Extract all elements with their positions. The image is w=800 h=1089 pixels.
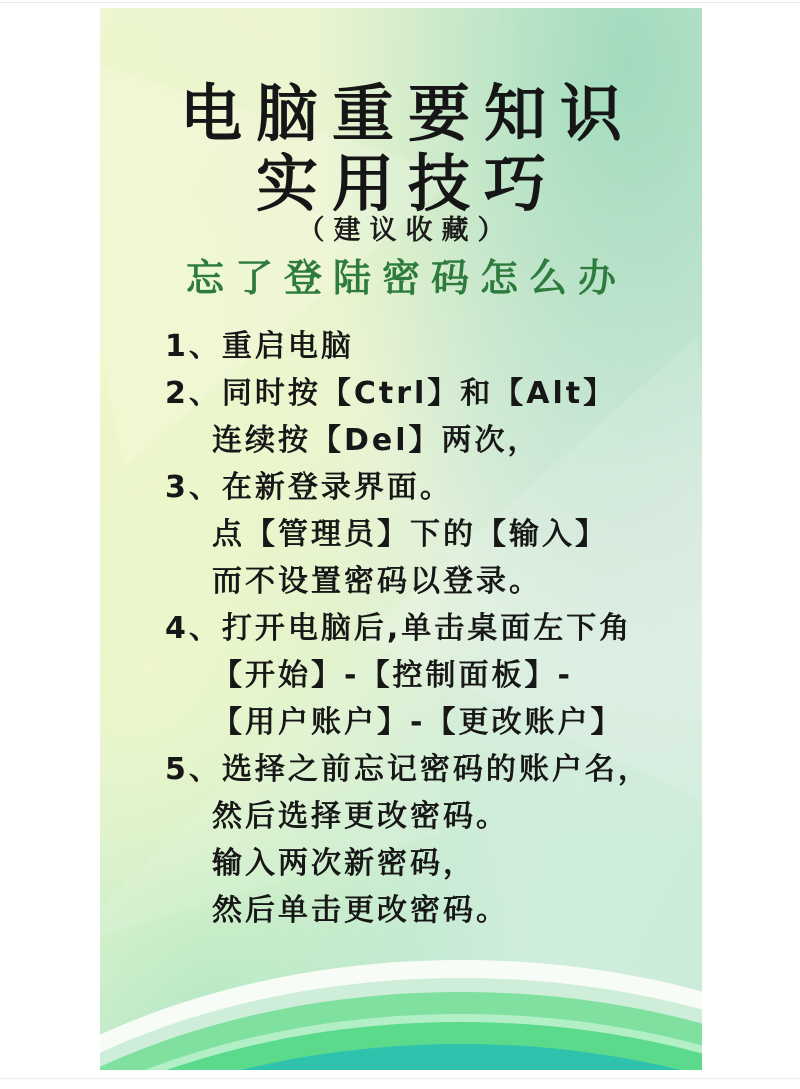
step-line: 而不设置密码以登录。 <box>212 564 542 599</box>
step-line: 【开始】-【控制面板】- <box>212 658 573 693</box>
poster-canvas <box>100 8 702 1070</box>
step-line: 5、选择之前忘记密码的账户名， <box>165 752 651 787</box>
step-line: 4、打开电脑后,单击桌面左下角 <box>165 611 633 646</box>
step-line: 然后单击更改密码。 <box>212 893 509 928</box>
poster-subtitle: （建议收藏） <box>297 215 514 246</box>
step-line: 然后选择更改密码。 <box>212 799 509 834</box>
bottom-hairline <box>0 1078 800 1079</box>
steps-list <box>100 323 702 934</box>
poster-title-line2: 实用技巧 <box>255 147 560 220</box>
step-line: 1、重启电脑 <box>165 329 354 364</box>
section-heading: 忘了登陆密码怎么办 <box>185 255 627 300</box>
top-hairline <box>0 2 800 3</box>
step-line: 点【管理员】下的【输入】 <box>212 517 608 552</box>
step-line: 3、在新登录界面。 <box>165 470 453 505</box>
poster-title-line1: 电脑重要知识 <box>179 77 636 150</box>
step-line: 输入两次新密码， <box>212 846 476 881</box>
step-line: 2、同时按【Ctrl】和【Alt】 <box>165 376 617 411</box>
step-line: 连续按【Del】两次， <box>212 423 541 458</box>
step-line: 【用户账户】-【更改账户】 <box>212 705 624 740</box>
